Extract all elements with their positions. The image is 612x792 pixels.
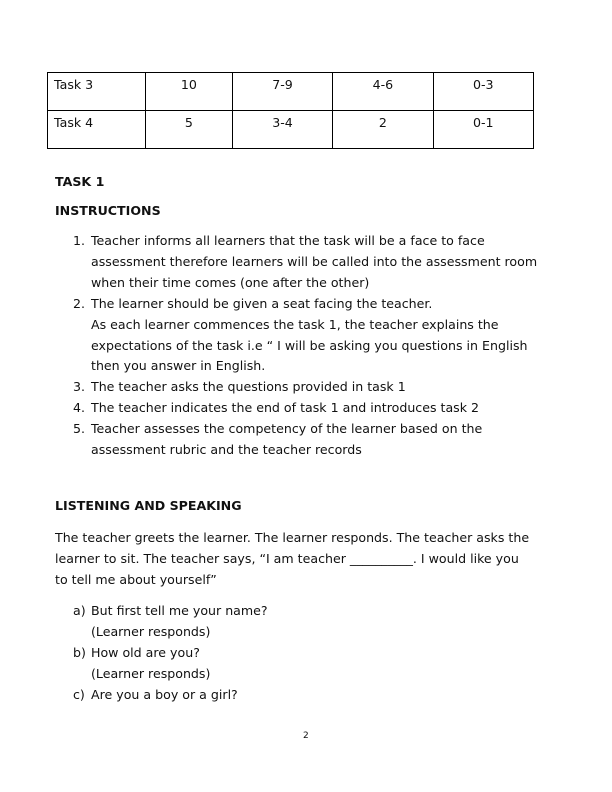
list-number: 3. <box>73 379 86 395</box>
table-cell: Task 3 <box>48 73 146 111</box>
list-item-line: The teacher indicates the end of task 1 and introduces task 2 <box>91 400 480 416</box>
table-cell: 7-9 <box>232 73 332 111</box>
question-line: (Learner responds) <box>91 624 211 639</box>
list-item-line: assessment rubric and the teacher records <box>91 442 362 457</box>
list-number: 1. <box>73 233 86 248</box>
question-line: Are you a boy or a girl? <box>91 687 238 702</box>
list-item-line: expectations of the task i.e “ I will be asking you questions in English <box>91 337 528 353</box>
list-item-line: As each learner commences the task 1, the teacher explains the <box>91 316 499 332</box>
list-item-line: when their time comes (one after the other) <box>91 274 370 290</box>
list-item-line: Teacher informs all learners that the task will be a face to face <box>91 233 485 248</box>
list-item-line: The teacher asks the questions provided in task 1 <box>91 379 406 395</box>
score-table <box>47 72 534 149</box>
list-item-line: Teacher assesses the competency of the learner based on the <box>91 421 483 437</box>
table-cell: 2 <box>333 111 433 149</box>
paragraph-line: to tell me about yourself” <box>55 572 217 587</box>
instructions-heading: INSTRUCTIONS <box>55 203 161 218</box>
table-row <box>48 111 534 149</box>
question-label: a) <box>73 603 86 618</box>
list-item-line: The learner should be given a seat facing the teacher. <box>91 295 433 311</box>
list-number: 4. <box>73 400 86 416</box>
question-label: b) <box>73 645 86 660</box>
table-cell: 4-6 <box>333 73 433 111</box>
question-line: But first tell me your name? <box>91 603 268 618</box>
question-line: (Learner responds) <box>91 666 211 681</box>
list-number: 2. <box>73 295 86 311</box>
list-item-line: assessment therefore learners will be called into the assessment room <box>91 253 538 269</box>
question-line: How old are you? <box>91 645 200 660</box>
task1-heading: TASK 1 <box>55 174 105 189</box>
paragraph-line: learner to sit. The teacher says, “I am teacher __________. I would like you <box>55 551 519 566</box>
list-item-line: then you answer in English. <box>91 358 266 374</box>
question-label: c) <box>73 687 85 702</box>
table-row <box>48 73 534 111</box>
table-cell: Task 4 <box>48 111 146 149</box>
table-cell: 10 <box>146 73 233 111</box>
listening-heading: LISTENING AND SPEAKING <box>55 498 242 513</box>
list-number: 5. <box>73 421 86 437</box>
table-cell: 3-4 <box>232 111 332 149</box>
paragraph-line: The teacher greets the learner. The learner responds. The teacher asks the <box>55 530 530 545</box>
table-cell: 0-3 <box>433 73 533 111</box>
table-cell: 0-1 <box>433 111 533 149</box>
table-cell: 5 <box>146 111 233 149</box>
page-number: 2 <box>303 731 309 741</box>
